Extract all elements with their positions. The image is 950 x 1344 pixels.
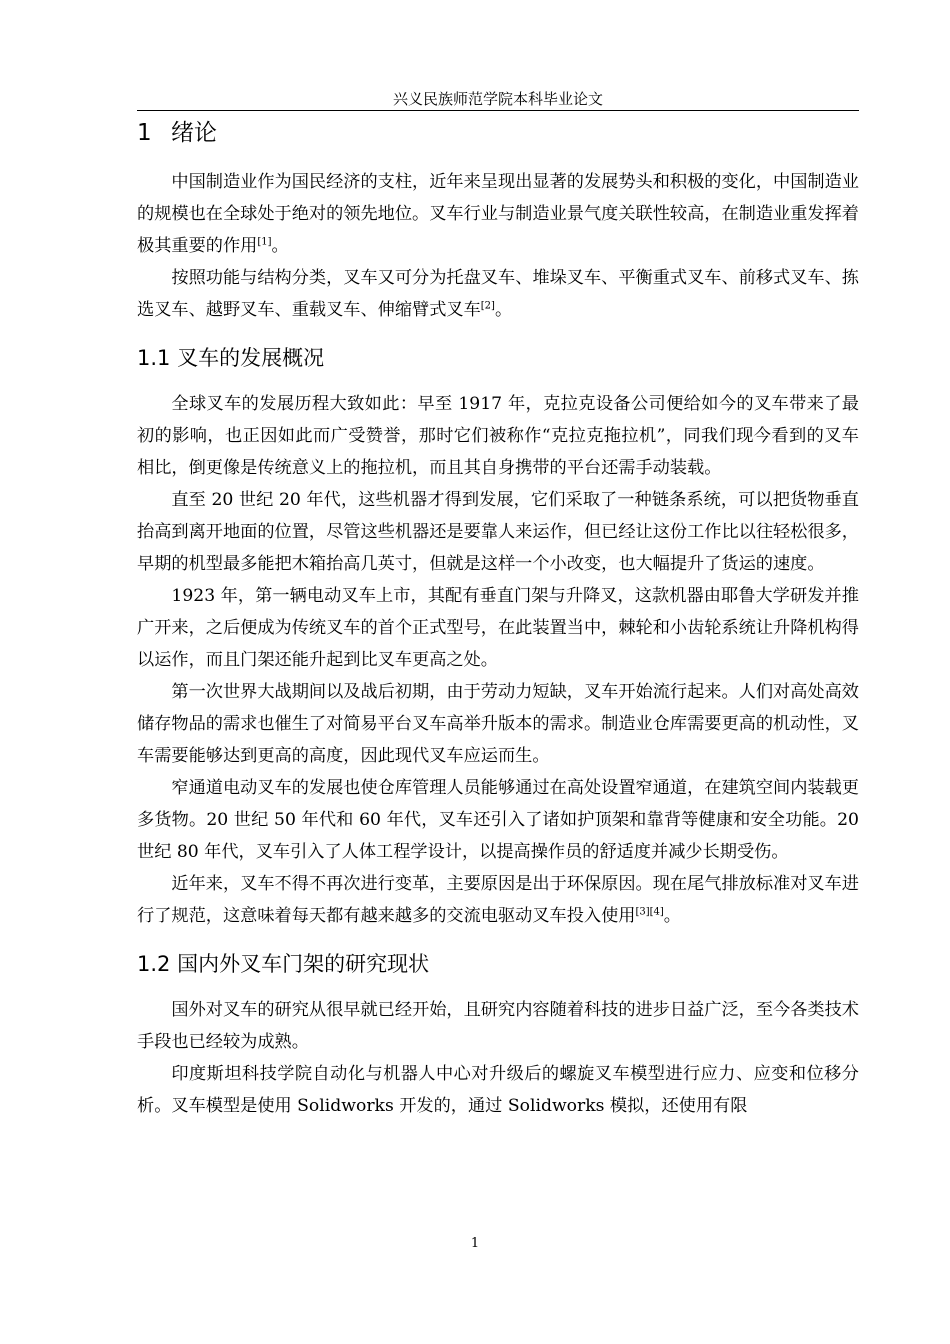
section-1-2-body xyxy=(137,994,859,1122)
paragraph: 印度斯坦科技学院自动化与机器人中心对升级后的螺旋叉车模型进行应力、应变和位移分析。叉车模型是使用 Solidworks 开发的，通过 Solidworks 模拟，还使用有限 xyxy=(137,1064,859,1116)
citation[interactable]: [1] xyxy=(257,236,272,248)
paragraph: 近年来，叉车不得不再次进行变革，主要原因是出于环保原因。现在尾气排放标准对叉车进行了规范，这意味着每天都有越来越多的交流电驱动叉车投入使用[3][4]。 xyxy=(137,874,859,926)
paragraph: 1923 年，第一辆电动叉车上市，其配有垂直门架与升降叉，这款机器由耶鲁大学研发并推广开来，之后便成为传统叉车的首个正式型号，在此装置当中，棘轮和小齿轮系统让升降机构得以运作，而且门架还能升起到比叉车更高之处。 xyxy=(137,586,859,670)
running-header xyxy=(137,92,859,111)
paragraph: 国外对叉车的研究从很早就已经开始，且研究内容随着科技的进步日益广泛，至今各类技术手段也已经较为成熟。 xyxy=(137,1000,859,1052)
paragraph: 第一次世界大战期间以及战后初期，由于劳动力短缺，叉车开始流行起来。人们对高处高效储存物品的需求也催生了对简易平台叉车高举升版本的需求。制造业仓库需要更高的机动性，叉车需要能够达到更高的高度，因此现代叉车应运而生。 xyxy=(137,682,859,766)
chapter-heading xyxy=(137,116,859,166)
intro-paragraphs xyxy=(137,166,859,326)
page-body xyxy=(137,116,859,1122)
section-1-1-body xyxy=(137,388,859,932)
citation[interactable]: [3][4] xyxy=(635,906,664,918)
paragraph: 窄通道电动叉车的发展也使仓库管理人员能够通过在高处设置窄通道，在建筑空间内装载更多货物。20 世纪 50 年代和 60 年代，叉车还引入了诸如护顶架和靠背等健康和安全功能。20 世纪 80 年代，叉车引入了人体工程学设计，以提高操作员的舒适度并减少长期受伤。 xyxy=(137,778,859,862)
chapter-title: 绪论 xyxy=(171,120,217,146)
section-heading-1-1: 1.1 叉车的发展概况 xyxy=(137,346,325,370)
paragraph: 全球叉车的发展历程大致如此：早至 1917 年，克拉克设备公司便给如今的叉车带来了最初的影响，也正因如此而广受赞誉，那时它们被称作“克拉克拖拉机”，同我们现今看到的叉车相比，倒更像是传统意义上的拖拉机，而且其自身携带的平台还需手动装载。 xyxy=(137,394,859,478)
citation[interactable]: [2] xyxy=(480,300,495,312)
paragraph: 按照功能与结构分类，叉车又可分为托盘叉车、堆垛叉车、平衡重式叉车、前移式叉车、拣选叉车、越野叉车、重载叉车、伸缩臂式叉车[2]。 xyxy=(137,268,859,320)
page-footer xyxy=(0,1236,950,1251)
paragraph: 直至 20 世纪 20 年代，这些机器才得到发展，它们采取了一种链条系统，可以把货物垂直抬高到离开地面的位置，尽管这些机器还是要靠人来运作，但已经让这份工作比以往轻松很多，早期的机型最多能把木箱抬高几英寸，但就是这样一个小改变，也大幅提升了货运的速度。 xyxy=(137,490,859,574)
paragraph: 中国制造业作为国民经济的支柱，近年来呈现出显著的发展势头和积极的变化，中国制造业的规模也在全球处于绝对的领先地位。叉车行业与制造业景气度关联性较高，在制造业重发挥着极其重要的作用[1]。 xyxy=(137,172,859,256)
page-number: 1 xyxy=(470,1236,480,1251)
header-title: 兴义民族师范学院本科毕业论文 xyxy=(392,90,603,108)
section-heading-1-2: 1.2 国内外叉车门架的研究现状 xyxy=(137,952,430,976)
chapter-number: 1 xyxy=(137,120,152,146)
